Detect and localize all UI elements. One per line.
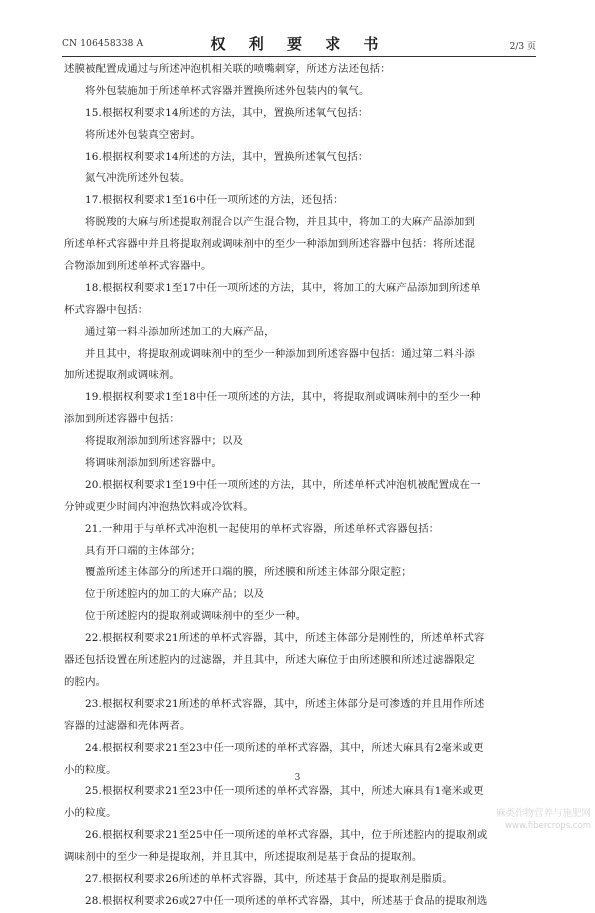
page-number: 3 (294, 773, 301, 783)
text-line: 覆盖所述主体部分的所述开口端的膜，所述膜和所述主体部分限定腔； (85, 566, 412, 579)
page-header (62, 31, 536, 53)
text-line: 27.根据权利要求26所述的单杯式容器，其中，所述基于食品的提取剂是脂质。 (85, 872, 453, 885)
text-line: 21.一种用于与单杯式冲泡机一起使用的单杯式容器，所述单杯式容器包括： (85, 522, 440, 535)
text-line: 的腔内。 (64, 675, 107, 688)
text-line: 18.根据权利要求1至17中任一项所述的方法，其中，将加工的大麻产品添加到所述单 (85, 281, 481, 294)
page-indicator: 2/3 页 (509, 42, 536, 52)
text-line: 述膜被配置成通过与所述冲泡机相关联的喷嘴刺穿，所述方法还包括： (64, 63, 391, 75)
text-line: 位于所述腔内的加工的大麻产品；以及 (85, 588, 265, 601)
text-line: 通过第一料斗添加所述加工的大麻产品， (85, 325, 275, 338)
text-line: 具有开口端的主体部分； (85, 544, 201, 557)
watermark (486, 808, 591, 832)
text-line: 位于所述腔内的提取剂或调味剂中的至少一种。 (85, 610, 307, 623)
text-line: 15.根据权利要求14所述的方法，其中，置换所述氧气包括： (85, 106, 369, 119)
text-line: 杯式容器中包括： (64, 303, 149, 316)
text-line: 添加到所述容器中包括： (64, 413, 180, 426)
text-line: 16.根据权利要求14所述的方法，其中，置换所述氧气包括： (85, 150, 369, 163)
text-line: 并且其中，将提取剂或调味剂中的至少一种添加到所述容器中包括：通过第二料斗添 (85, 347, 475, 360)
text-line: 小的粒度。 (64, 807, 117, 820)
claims-body (64, 59, 532, 913)
text-line: 合物添加到所述单杯式容器中。 (64, 260, 212, 273)
text-line: 20.根据权利要求1至19中任一项所述的方法，其中，所述单杯式冲泡机被配置成在一 (85, 478, 481, 491)
text-line: 加所述提取剂或调味剂。 (64, 369, 180, 382)
text-line: 氮气冲洗所述外包装。 (85, 172, 191, 185)
text-line: 调味剂中的至少一种是提取剂，并且其中，所述提取剂是基于食品的提取剂。 (64, 851, 423, 864)
text-line: 19.根据权利要求1至18中任一项所述的方法，其中，将提取剂或调味剂中的至少一种 (85, 391, 481, 404)
document-title: 权 利 要 求 书 (210, 35, 388, 53)
text-line: 小的粒度。 (64, 763, 117, 776)
text-line: 22.根据权利要求21所述的单杯式容器，其中，所述主体部分是刚性的，所述单杯式容 (85, 632, 485, 645)
watermark-url: www.fibercrops.com (505, 821, 591, 831)
text-line: 25.根据权利要求21至23中任一项所述的单杯式容器，其中，所述大麻具有1毫米或更 (85, 785, 484, 798)
header-divider (62, 56, 536, 57)
text-line: 器还包括设置在所述腔内的过滤器，并且其中，所述大麻位于由所述膜和所述过滤器限定 (64, 654, 476, 667)
text-line: 容器的过滤器和壳体两者。 (64, 719, 191, 732)
text-line: 将调味剂添加到所述容器中。 (85, 457, 223, 470)
text-line: 分钟或更少时间内冲泡热饮料或冷饮料。 (64, 500, 254, 513)
text-line: 24.根据权利要求21至23中任一项所述的单杯式容器，其中，所述大麻具有2毫米或更 (85, 741, 484, 754)
text-line: 将所述外包装真空密封。 (85, 128, 201, 141)
text-line: 28.根据权利要求26或27中任一项所述的单杯式容器，其中，所述基于食品的提取剂选 (85, 894, 488, 907)
text-line: 将外包装施加于所述单杯式容器并置换所述外包装内的氧气。 (85, 84, 370, 97)
text-line: 26.根据权利要求21至25中任一项所述的单杯式容器，其中，位于所述腔内的提取剂或 (85, 829, 488, 842)
publication-number: CN 106458338 A (62, 39, 144, 49)
text-line: 23.根据权利要求21所述的单杯式容器，其中，所述主体部分是可渗透的并且用作所述 (85, 697, 485, 710)
text-line: 将提取剂添加到所述容器中；以及 (85, 435, 244, 448)
text-line: 将脱羧的大麻与所述提取剂混合以产生混合物，并且其中，将加工的大麻产品添加到 (85, 216, 475, 229)
watermark-site-name: 麻类作物营养与施肥网 (495, 808, 591, 819)
text-line: 所述单杯式容器中并且将提取剂或调味剂中的至少一种添加到所述容器中包括：将所述混 (64, 238, 476, 251)
text-line: 17.根据权利要求1至16中任一项所述的方法，还包括： (85, 194, 344, 207)
